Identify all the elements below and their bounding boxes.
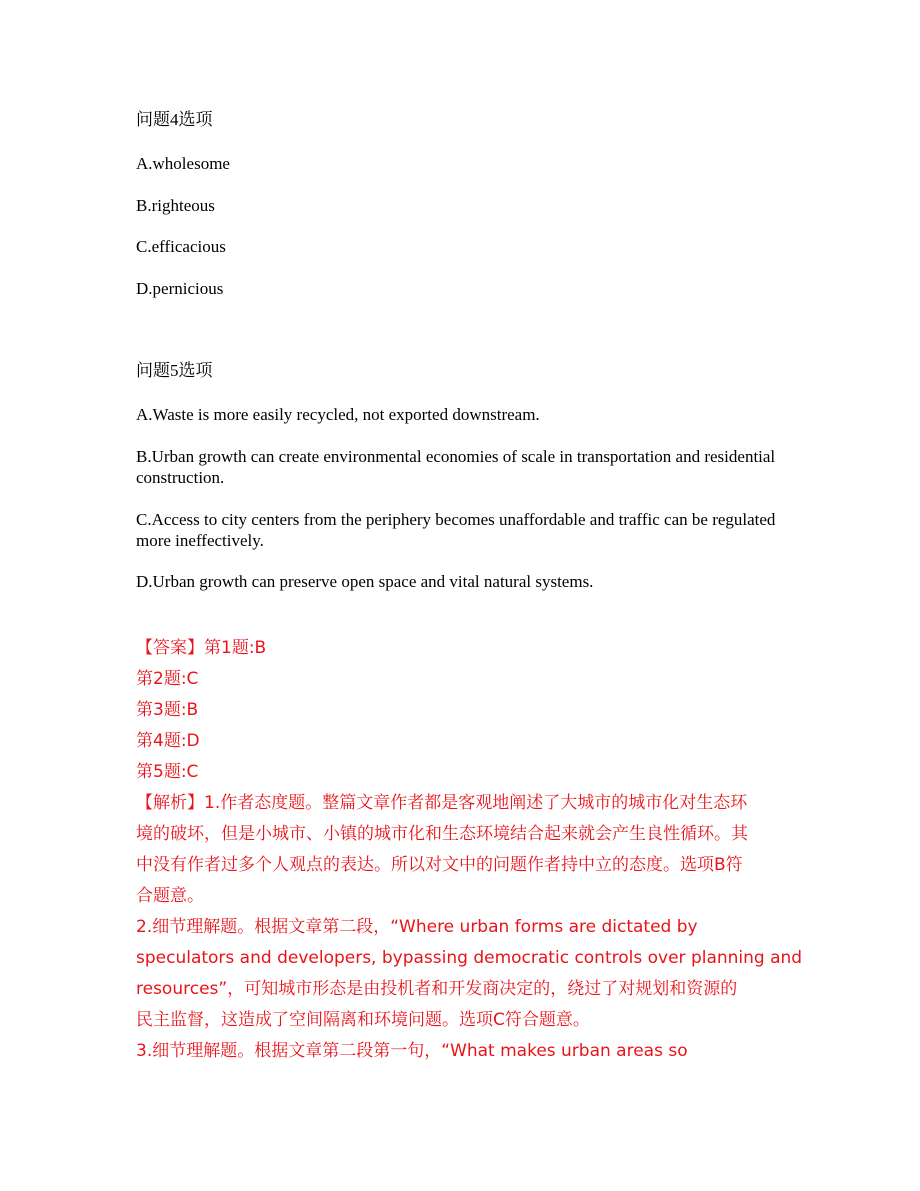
analysis-line: 3.细节理解题。根据文章第二段第一句，“What makes urban areas so [136,1041,688,1061]
analysis-line: 中没有作者过多个人观点的表达。所以对文中的问题作者持中立的态度。选项B符 [136,855,743,875]
analysis-line: 境的破坏，但是小城市、小镇的城市化和生态环境结合起来就会产生良性循环。其 [136,824,748,844]
q4-option-a: A.wholesome [136,154,230,173]
answer-section [136,633,803,1067]
answer-line: 第5题:C [136,762,199,782]
q5-option-b: B.Urban growth can create environmental economies of scale in transportation and residential construction. [136,447,776,487]
answer-line: 第2题:C [136,669,199,689]
analysis-line: 合题意。 [136,886,204,906]
analysis-line: 民主监督，这造成了空间隔离和环境问题。选项C符合题意。 [136,1010,590,1030]
q4-option-d: D.pernicious [136,279,224,298]
q4-option-b: B.righteous [136,196,215,215]
question-5-heading: 问题5选项 [136,361,213,380]
q4-option-c: C.efficacious [136,237,226,256]
answer-line: 第4题:D [136,731,200,751]
q5-option-d: D.Urban growth can preserve open space and vital natural systems. [136,572,594,591]
analysis-line: speculators and developers, bypassing democratic controls over planning and [136,948,803,968]
analysis-line: 【解析】1.作者态度题。整篇文章作者都是客观地阐述了大城市的城市化对生态环 [136,793,748,813]
question-4-heading: 问题4选项 [136,110,213,129]
answer-line: 第3题:B [136,700,199,720]
q5-option-c: C.Access to city centers from the periphery becomes unaffordable and traffic can be regulated more ineffectively. [136,510,776,550]
analysis-line: 2.细节理解题。根据文章第二段，“Where urban forms are dictated by [136,917,698,937]
q5-option-a: A.Waste is more easily recycled, not exported downstream. [136,405,540,424]
analysis-line: resources”，可知城市形态是由投机者和开发商决定的，绕过了对规划和资源的 [136,979,738,999]
answer-line: 【答案】第1题:B [136,638,267,658]
